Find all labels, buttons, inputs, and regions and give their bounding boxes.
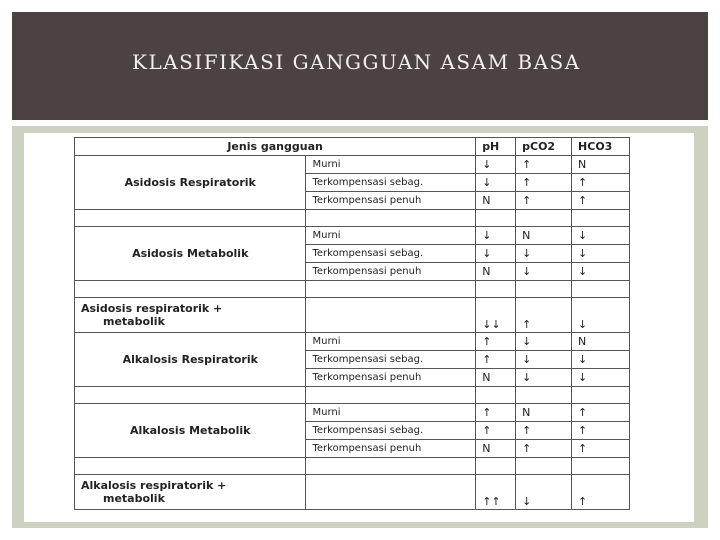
pco2-cell: ↓ (516, 333, 572, 351)
sub-type: Terkompensasi sebag. (306, 351, 476, 369)
sub-type: Murni (306, 333, 476, 351)
ph-cell: N (476, 440, 516, 458)
ph-cell: ↓ (476, 245, 516, 263)
header-ph: pH (476, 138, 516, 156)
group-name (75, 475, 306, 510)
group-name (75, 298, 306, 333)
group-name-line2: metabolik (103, 315, 165, 328)
hco3-cell: ↑ (572, 440, 630, 458)
ph-cell: ↓ (476, 156, 516, 174)
sub-type: Terkompensasi sebag. (306, 174, 476, 192)
ph-cell: N (476, 192, 516, 210)
pco2-cell: ↓ (516, 369, 572, 387)
pco2-cell: N (516, 404, 572, 422)
pco2-cell: ↑ (516, 174, 572, 192)
ph-cell: ↑ (476, 351, 516, 369)
sub-type: Terkompensasi penuh (306, 192, 476, 210)
ph-cell: ↓ (476, 227, 516, 245)
sub-type: Murni (306, 156, 476, 174)
sub-type: Terkompensasi penuh (306, 440, 476, 458)
hco3-cell: ↓ (572, 245, 630, 263)
hco3-cell: N (572, 156, 630, 174)
sub-type: Murni (306, 227, 476, 245)
spacer-row (75, 281, 630, 298)
table-row (75, 475, 630, 510)
pco2-cell: ↓ (516, 475, 572, 510)
ph-cell: ↑ (476, 404, 516, 422)
header-hco3: HCO3 (572, 138, 630, 156)
group-name-line1: Alkalosis respiratorik + (81, 479, 227, 492)
page-title: KLASIFIKASI GANGGUAN ASAM BASA (132, 50, 581, 74)
sub-type: Terkompensasi sebag. (306, 245, 476, 263)
ph-cell: ↑↑ (476, 475, 516, 510)
hco3-cell: ↑ (572, 422, 630, 440)
ph-cell: ↑ (476, 333, 516, 351)
title-bar (12, 12, 708, 120)
group-name: Alkalosis Respiratorik (75, 333, 306, 387)
group-name-line1: Asidosis respiratorik + (81, 302, 223, 315)
sub-type: Terkompensasi penuh (306, 263, 476, 281)
header-pco2: pCO2 (516, 138, 572, 156)
hco3-cell: ↓ (572, 227, 630, 245)
pco2-cell: N (516, 227, 572, 245)
spacer-row (75, 387, 630, 404)
hco3-cell: ↓ (572, 263, 630, 281)
table-row (75, 227, 630, 245)
header-jenis: Jenis gangguan (75, 138, 476, 156)
pco2-cell: ↓ (516, 263, 572, 281)
table-row (75, 298, 630, 333)
pco2-cell: ↓ (516, 351, 572, 369)
group-name: Asidosis Metabolik (75, 227, 306, 281)
ph-cell: ↓ (476, 174, 516, 192)
spacer-row (75, 210, 630, 227)
ph-cell: N (476, 263, 516, 281)
pco2-cell: ↑ (516, 192, 572, 210)
group-name: Alkalosis Metabolik (75, 404, 306, 458)
table-row (75, 156, 630, 174)
sub-type: Murni (306, 404, 476, 422)
hco3-cell: ↑ (572, 475, 630, 510)
pco2-cell: ↓ (516, 245, 572, 263)
ph-cell: ↓↓ (476, 298, 516, 333)
spacer-row (75, 458, 630, 475)
hco3-cell: ↓ (572, 369, 630, 387)
table-row (75, 333, 630, 351)
table-header-row (75, 138, 630, 156)
hco3-cell: ↑ (572, 174, 630, 192)
hco3-cell: N (572, 333, 630, 351)
ph-cell: N (476, 369, 516, 387)
pco2-cell: ↑ (516, 440, 572, 458)
pco2-cell: ↑ (516, 156, 572, 174)
ph-cell: ↑ (476, 422, 516, 440)
hco3-cell: ↑ (572, 404, 630, 422)
pco2-cell: ↑ (516, 298, 572, 333)
sub-type: Terkompensasi sebag. (306, 422, 476, 440)
sub-type: Terkompensasi penuh (306, 369, 476, 387)
hco3-cell: ↓ (572, 351, 630, 369)
pco2-cell: ↑ (516, 422, 572, 440)
table-row (75, 404, 630, 422)
acid-base-table (74, 137, 630, 510)
hco3-cell: ↓ (572, 298, 630, 333)
group-name: Asidosis Respiratorik (75, 156, 306, 210)
group-name-line2: metabolik (103, 492, 165, 505)
hco3-cell: ↑ (572, 192, 630, 210)
